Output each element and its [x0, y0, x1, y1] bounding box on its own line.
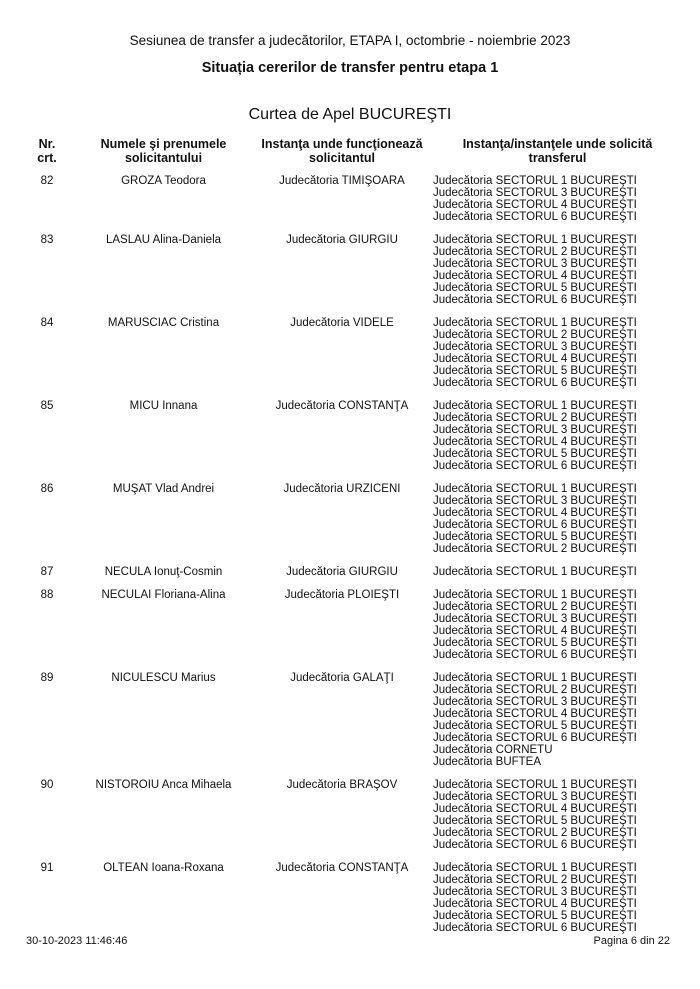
requested-court: Judecătoria SECTORUL 3 BUCUREŞTI [433, 258, 637, 270]
requested-court: Judecătoria SECTORUL 5 BUCUREŞTI [433, 637, 637, 649]
requested-court: Judecătoria SECTORUL 3 BUCUREŞTI [433, 696, 637, 708]
header-nr [18, 137, 76, 171]
table-row [18, 396, 682, 479]
requested-court: Judecătoria SECTORUL 4 BUCUREŞTI [433, 625, 637, 637]
applicant-name: NICULESCU Marius [111, 672, 216, 684]
row-number: 84 [40, 317, 54, 329]
requested-court: Judecătoria SECTORUL 4 BUCUREŞTI [433, 898, 637, 910]
requested-court: Judecătoria SECTORUL 3 BUCUREŞTI [433, 341, 637, 353]
requested-courts [433, 230, 682, 313]
requested-court: Judecătoria SECTORUL 1 BUCUREŞTI [433, 483, 637, 495]
requested-court: Judecătoria SECTORUL 6 BUCUREŞTI [433, 377, 637, 389]
current-court: Judecătoria GIURGIU [286, 566, 398, 578]
requested-court: Judecătoria SECTORUL 4 BUCUREŞTI [433, 708, 637, 720]
requested-courts [433, 585, 682, 668]
requested-court: Judecătoria SECTORUL 1 BUCUREŞTI [433, 589, 637, 601]
requested-court: Judecătoria SECTORUL 6 BUCUREŞTI [433, 294, 637, 306]
table-row [18, 313, 682, 396]
requested-court: Judecătoria SECTORUL 1 BUCUREŞTI [433, 672, 637, 684]
applicant-name: MUŞAT Vlad Andrei [112, 483, 215, 495]
table-row [18, 171, 682, 230]
applicant-name: NECULAI Floriana-Alina [101, 589, 226, 601]
header-nr-line: Nr. [38, 137, 56, 151]
requested-courts [433, 858, 682, 941]
requested-courts [433, 479, 682, 562]
requested-court: Judecătoria SECTORUL 6 BUCUREŞTI [433, 460, 637, 472]
requested-court: Judecătoria SECTORUL 5 BUCUREŞTI [433, 815, 637, 827]
table-header-row [18, 137, 682, 171]
requested-court: Judecătoria SECTORUL 6 BUCUREŞTI [433, 839, 637, 851]
header-requested-line: transferul [528, 151, 587, 165]
applicant-name: MARUSCIAC Cristina [107, 317, 220, 329]
requested-court: Judecătoria SECTORUL 1 BUCUREŞTI [433, 862, 637, 874]
row-number: 89 [40, 672, 54, 684]
header-requested [433, 137, 682, 171]
header-current-court-line: solicitantul [309, 151, 375, 165]
requested-court: Judecătoria SECTORUL 6 BUCUREŞTI [433, 922, 637, 934]
requested-court: Judecătoria SECTORUL 2 BUCUREŞTI [433, 246, 637, 258]
table-row [18, 230, 682, 313]
requested-court: Judecătoria SECTORUL 2 BUCUREŞTI [433, 412, 637, 424]
requested-court: Judecătoria SECTORUL 1 BUCUREŞTI [433, 317, 637, 329]
header-name-line: Numele şi prenumele [100, 137, 227, 151]
requested-court: Judecătoria SECTORUL 4 BUCUREŞTI [433, 507, 637, 519]
applicant-name: OLTEAN Ioana-Roxana [103, 862, 224, 874]
requested-court: Judecătoria SECTORUL 3 BUCUREŞTI [433, 613, 637, 625]
applicant-name: GROZA Teodora [121, 175, 206, 187]
row-number: 85 [40, 400, 54, 412]
requested-court: Judecătoria SECTORUL 2 BUCUREŞTI [433, 329, 637, 341]
requested-court: Judecătoria SECTORUL 2 BUCUREŞTI [433, 827, 637, 839]
requested-court: Judecătoria SECTORUL 3 BUCUREŞTI [433, 187, 637, 199]
current-court: Judecătoria VIDELE [290, 317, 394, 329]
row-number: 86 [40, 483, 54, 495]
requested-court: Judecătoria SECTORUL 4 BUCUREŞTI [433, 803, 637, 815]
requested-courts [433, 668, 682, 775]
requested-courts [433, 775, 682, 858]
row-number: 83 [40, 234, 54, 246]
requested-court: Judecătoria SECTORUL 4 BUCUREŞTI [433, 436, 637, 448]
requested-courts [433, 396, 682, 479]
requested-court: Judecătoria SECTORUL 3 BUCUREŞTI [433, 886, 637, 898]
session-header: Sesiunea de transfer a judecătorilor, ETAPA I, octombrie - noiembrie 2023 [129, 33, 571, 48]
row-number: 91 [40, 862, 54, 874]
requested-court: Judecătoria SECTORUL 1 BUCUREŞTI [433, 566, 637, 578]
table-body [18, 171, 682, 941]
requested-court: Judecătoria SECTORUL 4 BUCUREŞTI [433, 353, 637, 365]
applicant-name: NECULA Ionuţ-Cosmin [104, 566, 223, 578]
requested-court: Judecătoria SECTORUL 5 BUCUREŞTI [433, 531, 637, 543]
requested-court: Judecătoria SECTORUL 3 BUCUREŞTI [433, 495, 637, 507]
applicant-name: MICU Innana [129, 400, 198, 412]
court-name: Curtea de Apel BUCUREŞTI [248, 106, 452, 123]
requested-court: Judecătoria SECTORUL 5 BUCUREŞTI [433, 365, 637, 377]
current-court: Judecătoria PLOIEŞTI [284, 589, 400, 601]
requested-court: Judecătoria SECTORUL 2 BUCUREŞTI [433, 684, 637, 696]
current-court: Judecătoria CONSTANŢA [275, 862, 409, 874]
header-requested-line: Instanţa/instanţele unde solicită [462, 137, 653, 151]
requested-court: Judecătoria SECTORUL 5 BUCUREŞTI [433, 910, 637, 922]
requested-courts [433, 313, 682, 396]
requested-court: Judecătoria SECTORUL 1 BUCUREŞTI [433, 234, 637, 246]
table-row [18, 668, 682, 775]
page-title: Situația cererilor de transfer pentru etapa 1 [201, 60, 499, 76]
requested-court: Judecătoria SECTORUL 2 BUCUREŞTI [433, 601, 637, 613]
requested-court: Judecătoria SECTORUL 6 BUCUREŞTI [433, 519, 637, 531]
requested-court: Judecătoria BUFTEA [433, 756, 542, 768]
header-name [76, 137, 251, 171]
current-court: Judecătoria CONSTANŢA [275, 400, 409, 412]
requested-court: Judecătoria SECTORUL 5 BUCUREŞTI [433, 720, 637, 732]
requested-court: Judecătoria SECTORUL 5 BUCUREŞTI [433, 448, 637, 460]
table-row [18, 562, 682, 585]
page-number: Pagina 6 din 22 [593, 935, 670, 947]
requested-court: Judecătoria SECTORUL 4 BUCUREŞTI [433, 270, 637, 282]
current-court: Judecătoria GALAŢI [290, 672, 394, 684]
table-row [18, 585, 682, 668]
requested-court: Judecătoria SECTORUL 2 BUCUREŞTI [433, 874, 637, 886]
table-row [18, 479, 682, 562]
transfer-requests-table [18, 137, 682, 941]
requested-courts [433, 171, 682, 230]
header-name-line: solicitantului [124, 151, 203, 165]
table-row [18, 858, 682, 941]
header-current-court [251, 137, 433, 171]
footer-datetime: 30-10-2023 11:46:46 [26, 935, 128, 947]
row-number: 87 [40, 566, 54, 578]
header-nr-line: crt. [37, 151, 57, 165]
requested-court: Judecătoria SECTORUL 3 BUCUREŞTI [433, 791, 637, 803]
current-court: Judecătoria GIURGIU [286, 234, 398, 246]
applicant-name: NISTOROIU Anca Mihaela [95, 779, 232, 791]
table-header [18, 137, 682, 171]
requested-court: Judecătoria SECTORUL 6 BUCUREŞTI [433, 211, 637, 223]
row-number: 88 [40, 589, 54, 601]
requested-court: Judecătoria CORNETU [433, 744, 553, 756]
row-number: 90 [40, 779, 54, 791]
requested-court: Judecătoria SECTORUL 1 BUCUREŞTI [433, 400, 637, 412]
requested-court: Judecătoria SECTORUL 6 BUCUREŞTI [433, 732, 637, 744]
requested-court: Judecătoria SECTORUL 3 BUCUREŞTI [433, 424, 637, 436]
current-court: Judecătoria TIMIŞOARA [279, 175, 405, 187]
requested-court: Judecătoria SECTORUL 6 BUCUREŞTI [433, 649, 637, 661]
current-court: Judecătoria URZICENI [283, 483, 401, 495]
requested-courts [433, 562, 682, 585]
requested-court: Judecătoria SECTORUL 1 BUCUREŞTI [433, 175, 637, 187]
table-row [18, 775, 682, 858]
requested-court: Judecătoria SECTORUL 1 BUCUREŞTI [433, 779, 637, 791]
row-number: 82 [40, 175, 54, 187]
requested-court: Judecătoria SECTORUL 2 BUCUREŞTI [433, 543, 637, 555]
header-current-court-line: Instanţa unde funcţionează [261, 137, 423, 151]
applicant-name: LASLAU Alina-Daniela [105, 234, 222, 246]
requested-court: Judecătoria SECTORUL 4 BUCUREŞTI [433, 199, 637, 211]
requested-court: Judecătoria SECTORUL 5 BUCUREŞTI [433, 282, 637, 294]
current-court: Judecătoria BRAŞOV [286, 779, 398, 791]
